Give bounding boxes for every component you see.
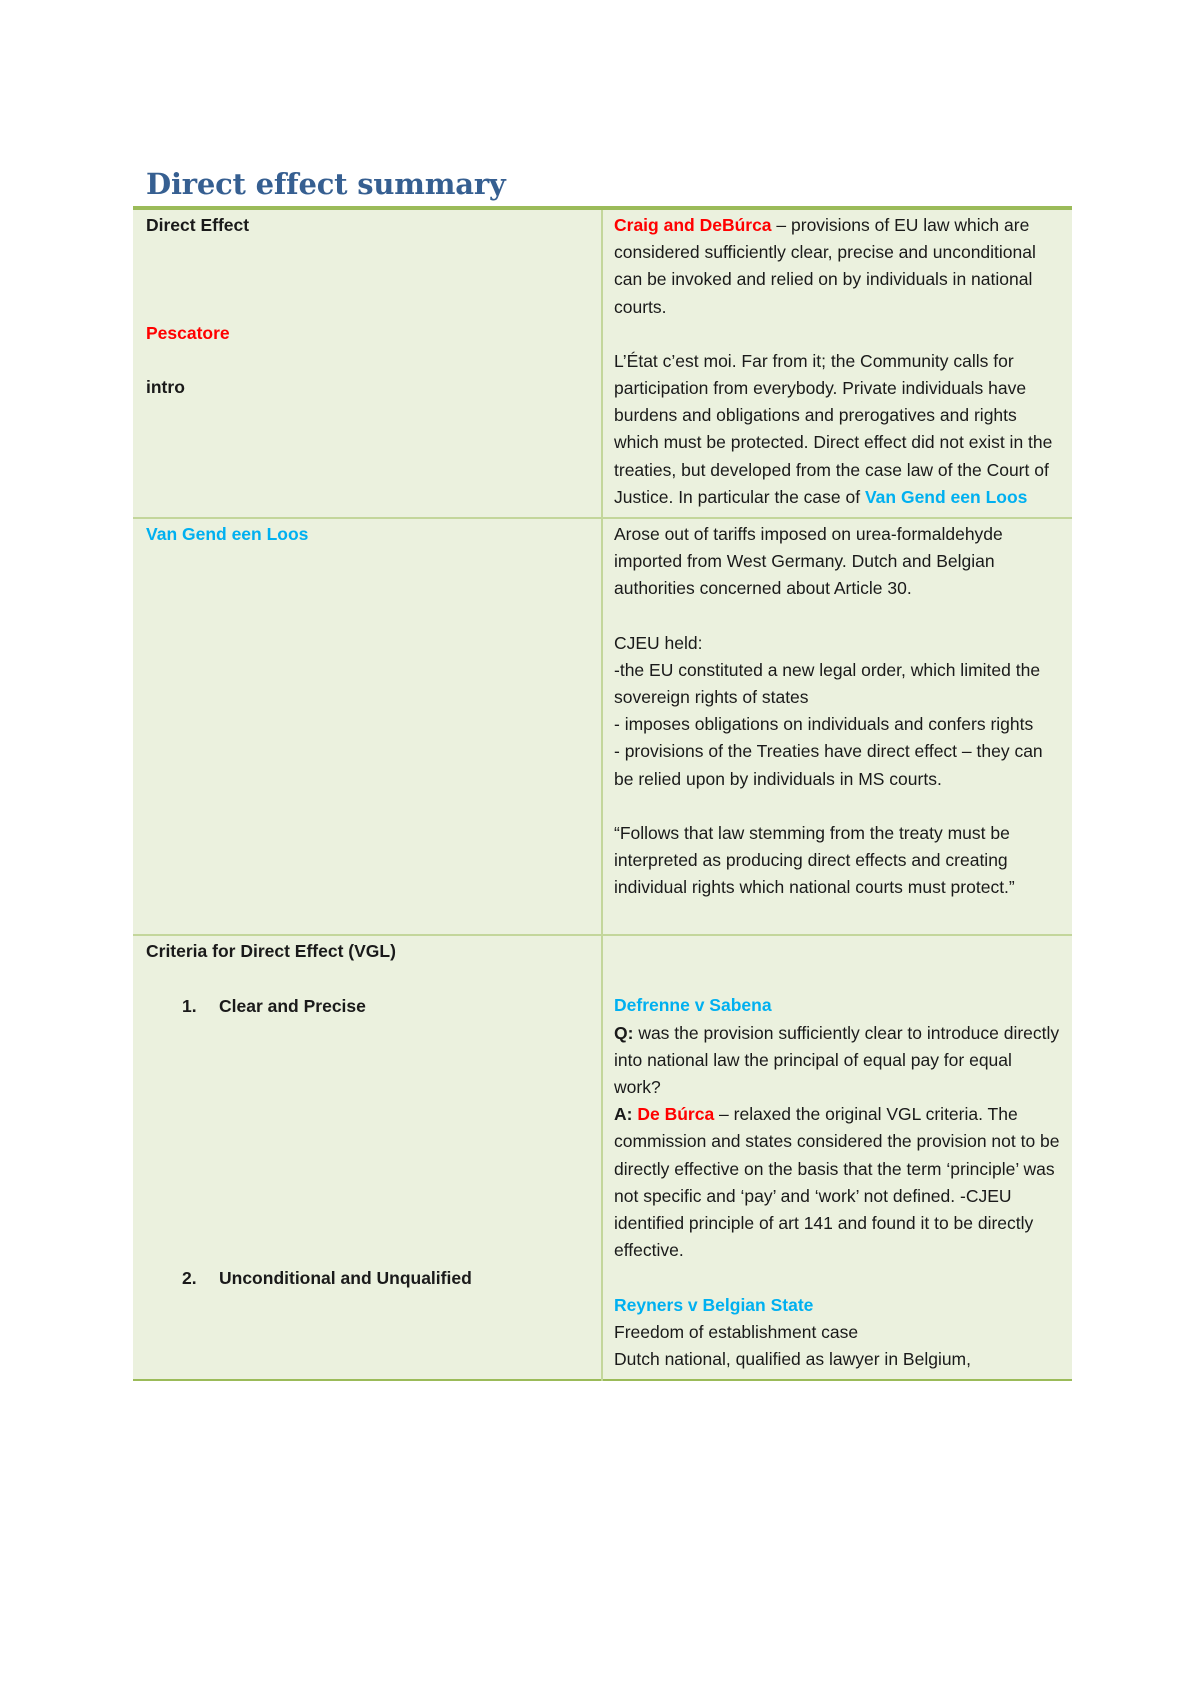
- held-point: - provisions of the Treaties have direct effect – they can be relied upon by individuals in MS courts.: [614, 741, 1043, 789]
- reyners-text: Freedom of establishment case: [614, 1321, 859, 1342]
- vgl-case-label: Van Gend een Loos: [146, 524, 309, 545]
- pescatore-label: Pescatore: [146, 323, 230, 344]
- craig-author: Craig and DeBúrca: [614, 215, 772, 235]
- reyners-case: Reyners v Belgian State: [614, 1294, 814, 1315]
- intro-label: intro: [146, 377, 185, 398]
- vgl-quote: “Follows that law stemming from the treaty must be interpreted as producing direct effects and creating individual rights which national courts must protect.”: [614, 822, 1015, 898]
- criteria-heading: Criteria for Direct Effect (VGL): [146, 941, 396, 962]
- row-label-cell: [133, 210, 602, 518]
- vgl-facts: Arose out of tariffs imposed on urea-formaldehyde imported from West Germany. Dutch and Belgian authorities concerned about Article 30.: [614, 524, 1003, 599]
- criterion-item: 1. Clear and Precise: [182, 995, 366, 1016]
- table-row: [133, 210, 1072, 518]
- held-point: -the EU constituted a new legal order, which limited the sovereign rights of states: [614, 659, 1041, 708]
- table-row: [133, 518, 1072, 935]
- held-heading: CJEU held:: [614, 632, 703, 653]
- pescatore-quote: L’État c’est moi. Far from it; the Community calls for participation from everybody. Private individuals have burdens and obligations and prerogatives and rights which must be protected. Direct effect did not exist in the treaties, but developed from the case law of the Court of Justice. In particular the case of Van Gend een Loos: [614, 350, 1053, 507]
- table-row: [133, 935, 1072, 1380]
- defrenne-case: Defrenne v Sabena: [614, 995, 772, 1016]
- row-label-cell: [133, 935, 602, 1380]
- vgl-case-reference: Van Gend een Loos: [864, 486, 1028, 507]
- criterion-item: 2. Unconditional and Unqualified: [182, 1267, 472, 1288]
- row-label-cell: [133, 518, 602, 935]
- deburca-author: De Búrca: [637, 1104, 715, 1125]
- defrenne-answer: A: De Búrca – relaxed the original VGL criteria. The commission and states considered the provision not to be directly effective on the basis that the term ‘principle’ was not specific and ‘pay’ and ‘work’ not defined. -CJEU identified principle of art 141 and found it to be directly effective.: [614, 1104, 1060, 1261]
- row-content-cell: [602, 210, 1072, 518]
- row-content-cell: [602, 518, 1072, 935]
- craig-definition: Craig and DeBúrca – provisions of EU law which are considered sufficiently clear, precise and unconditional can be invoked and relied on by individuals in national courts.: [614, 215, 1036, 317]
- held-point: - imposes obligations on individuals and confers rights: [614, 714, 1034, 735]
- summary-table: [133, 210, 1072, 1381]
- direct-effect-heading: Direct Effect: [146, 215, 250, 235]
- row-content-cell: [602, 935, 1072, 1380]
- reyners-text: Dutch national, qualified as lawyer in Belgium,: [614, 1348, 971, 1369]
- defrenne-question: Q: was the provision sufficiently clear to introduce directly into national law the principal of equal pay for equal work?: [614, 1022, 1060, 1098]
- page-title: Direct effect summary: [146, 167, 506, 201]
